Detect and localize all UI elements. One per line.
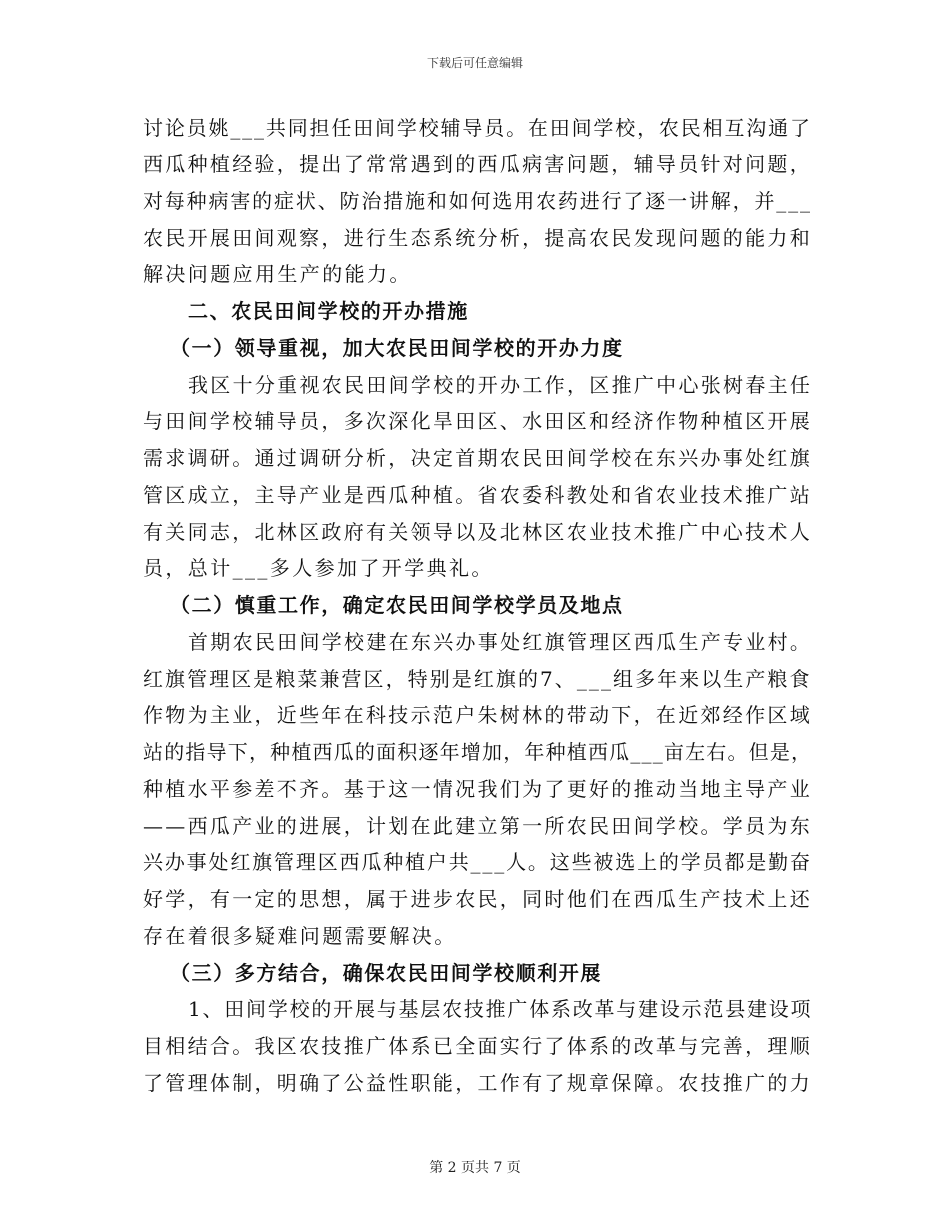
subsection-heading: （二）慎重工作，确定农民田间学校学员及地点 [170,593,624,617]
paragraph-line: 首期农民田间学校建在东兴办事处红旗管理区西瓜生产专业村。 [188,630,813,654]
paragraph-line: 对每种病害的症状、防治措施和如何选用农药进行了逐一讲解，并___ [143,189,812,213]
subsection-heading: （三）多方结合，确保农民田间学校顺利开展 [170,961,602,985]
paragraph-line: 西瓜种植经验，提出了常常遇到的西瓜病害问题，辅导员针对问题， [143,152,812,176]
page-header: 下载后可任意编辑 [426,56,523,70]
paragraph-line: 1、田间学校的开展与基层农技推广体系改革与建设示范县建设项 [188,997,813,1021]
paragraph-line: 农民开展田间观察，进行生态系统分析，提高农民发现问题的能力和 [143,226,812,250]
paragraph-line: 好学，有一定的思想，属于进步农民，同时他们在西瓜生产技术上还 [143,887,812,911]
paragraph-line: 有关同志，北林区政府有关领导以及北林区农业技术推广中心技术人 [143,520,812,544]
paragraph-line: 管区成立，主导产业是西瓜种植。省农委科教处和省农业技术推广站 [143,483,812,507]
paragraph-line: 员，总计___多人参加了开学典礼。 [143,556,494,580]
section-heading: 二、农民田间学校的开办措施 [188,299,469,323]
paragraph-line: 兴办事处红旗管理区西瓜种植户共___人。这些被选上的学员都是勤奋 [143,850,812,874]
paragraph-line: 红旗管理区是粮菜兼营区，特别是红旗的7、___组多年来以生产粮食 [143,667,812,691]
paragraph-line: 与田间学校辅导员，多次深化旱田区、水田区和经济作物种植区开展 [143,409,812,433]
paragraph-line: 解决问题应用生产的能力。 [143,262,412,286]
paragraph-line: 目相结合。我区农技推广体系已全面实行了体系的改革与完善，理顺 [143,1034,812,1058]
paragraph-line: 需求调研。通过调研分析，决定首期农民田间学校在东兴办事处红旗 [143,446,812,470]
page-number: 第 2 页共 7 页 [429,1160,521,1176]
paragraph-line: 了管理体制，明确了公益性职能，工作有了规章保障。农技推广的力 [143,1071,812,1095]
subsection-heading: （一）领导重视，加大农民田间学校的开办力度 [170,336,624,360]
paragraph-line: 我区十分重视农民田间学校的开办工作，区推广中心张树春主任 [188,373,813,397]
paragraph-line: 作物为主业，近些年在科技示范户朱树林的带动下，在近郊经作区域 [143,703,812,727]
paragraph-line: 站的指导下，种植西瓜的面积逐年增加，年种植西瓜___亩左右。但是， [143,740,813,764]
paragraph-line: 存在着很多疑难问题需要解决。 [143,924,457,948]
paragraph-line: 讨论员姚___共同担任田间学校辅导员。在田间学校，农民相互沟通了 [143,116,812,140]
paragraph-line: ——西瓜产业的进展，计划在此建立第一所农民田间学校。学员为东 [143,814,812,838]
paragraph-line: 种植水平参差不齐。基于这一情况我们为了更好的推动当地主导产业 [143,777,812,801]
